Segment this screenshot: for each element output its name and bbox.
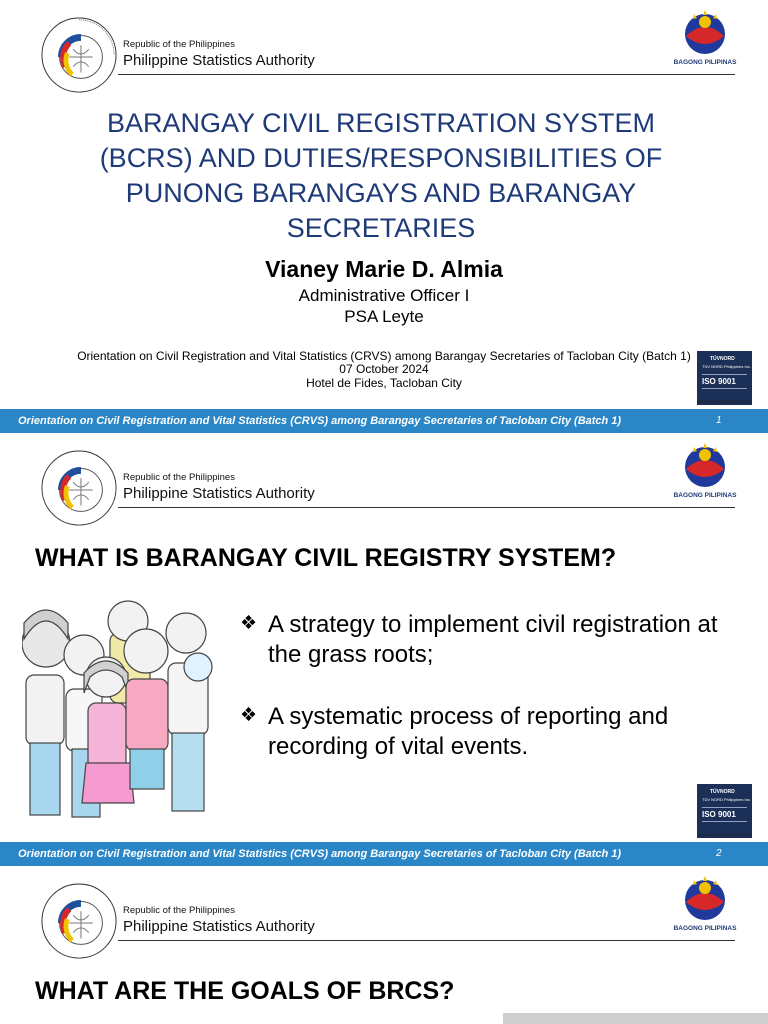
republic-label: Republic of the Philippines — [123, 39, 235, 50]
title-line: (BCRS) AND DUTIES/RESPONSIBILITIES OF — [99, 143, 663, 173]
bullet-text: A systematic process of reporting and recording of vital events. — [268, 703, 669, 760]
diamond-bullet-icon: ❖ — [240, 613, 258, 634]
iso-certificate-note: Certified by PHP 2045 2019 00 013 — [697, 400, 753, 404]
agency-name: Philippine Statistics Authority — [123, 52, 315, 69]
iso-company: TÜV NORD Philippines Inc. — [702, 797, 751, 802]
psa-seal-logo — [40, 16, 118, 94]
psa-seal-logo — [40, 882, 118, 960]
republic-label: Republic of the Philippines — [123, 905, 235, 916]
bagong-pilipinas-logo — [672, 874, 738, 934]
slide-heading: WHAT IS BARANGAY CIVIL REGISTRY SYSTEM? — [35, 544, 617, 572]
slide-photo — [503, 1013, 768, 1024]
slide-header — [0, 0, 768, 100]
psa-seal-logo — [40, 449, 118, 527]
iso-brand: TÜVNORD — [710, 356, 735, 362]
slide-3 — [0, 866, 768, 1024]
iso-9001-badge — [697, 784, 752, 838]
presenter-office: PSA Leyte — [344, 307, 424, 326]
header-divider — [118, 507, 735, 508]
agency-name: Philippine Statistics Authority — [123, 485, 315, 502]
event-venue: Hotel de Fides, Tacloban City — [306, 376, 462, 390]
footer-text: Orientation on Civil Registration and Vital Statistics (CRVS) among Barangay Secretaries of Tacloban City (Batch 1) — [18, 415, 622, 427]
children-illustration — [22, 593, 218, 833]
iso-9001-badge — [697, 351, 752, 405]
svg-text:BAGONG PILIPINAS: BAGONG PILIPINAS — [673, 492, 737, 499]
diamond-bullet-icon: ❖ — [240, 705, 258, 726]
bagong-pilipinas-logo — [672, 441, 738, 501]
title-line: BARANGAY CIVIL REGISTRATION SYSTEM — [106, 108, 656, 138]
iso-standard: ISO 9001 — [702, 377, 736, 386]
presenter-name: Vianey Marie D. Almia — [265, 256, 503, 282]
slide-2 — [0, 433, 768, 866]
footer-text: Orientation on Civil Registration and Vital Statistics (CRVS) among Barangay Secretaries of Tacloban City (Batch 1) — [18, 848, 622, 860]
svg-text:BAGONG PILIPINAS: BAGONG PILIPINAS — [673, 925, 737, 932]
svg-text:BAGONG PILIPINAS: BAGONG PILIPINAS — [673, 59, 737, 66]
republic-label: Republic of the Philippines — [123, 472, 235, 483]
event-date: 07 October 2024 — [339, 362, 429, 376]
slide-footer — [0, 409, 768, 433]
iso-certificate-note: Certified by PHP 2045 2019 00 013 — [697, 833, 753, 837]
slide-footer — [0, 842, 768, 866]
slide-heading: WHAT ARE THE GOALS OF BRCS? — [35, 977, 455, 1005]
iso-standard: ISO 9001 — [702, 810, 736, 819]
iso-brand: TÜVNORD — [710, 789, 735, 795]
slide-header — [0, 433, 768, 533]
bagong-pilipinas-logo — [672, 8, 738, 68]
iso-company: TÜV NORD Philippines Inc. — [702, 364, 751, 369]
slide-1 — [0, 0, 768, 433]
header-divider — [118, 940, 735, 941]
title-line: PUNONG BARANGAYS AND BARANGAY — [125, 178, 637, 208]
presenter-position: Administrative Officer I — [298, 286, 470, 305]
bullet-text: A strategy to implement civil registration at the grass roots; — [268, 611, 718, 668]
header-divider — [118, 74, 735, 75]
title-line: SECRETARIES — [286, 213, 476, 243]
slide-header — [0, 866, 768, 966]
slide-title — [40, 106, 722, 246]
event-name: Orientation on Civil Registration and Vital Statistics (CRVS) among Barangay Secretaries of Tacloban City (Batch 1) — [77, 349, 691, 363]
page-number: 2 — [716, 848, 722, 859]
page-number: 1 — [716, 415, 722, 426]
agency-name: Philippine Statistics Authority — [123, 918, 315, 935]
